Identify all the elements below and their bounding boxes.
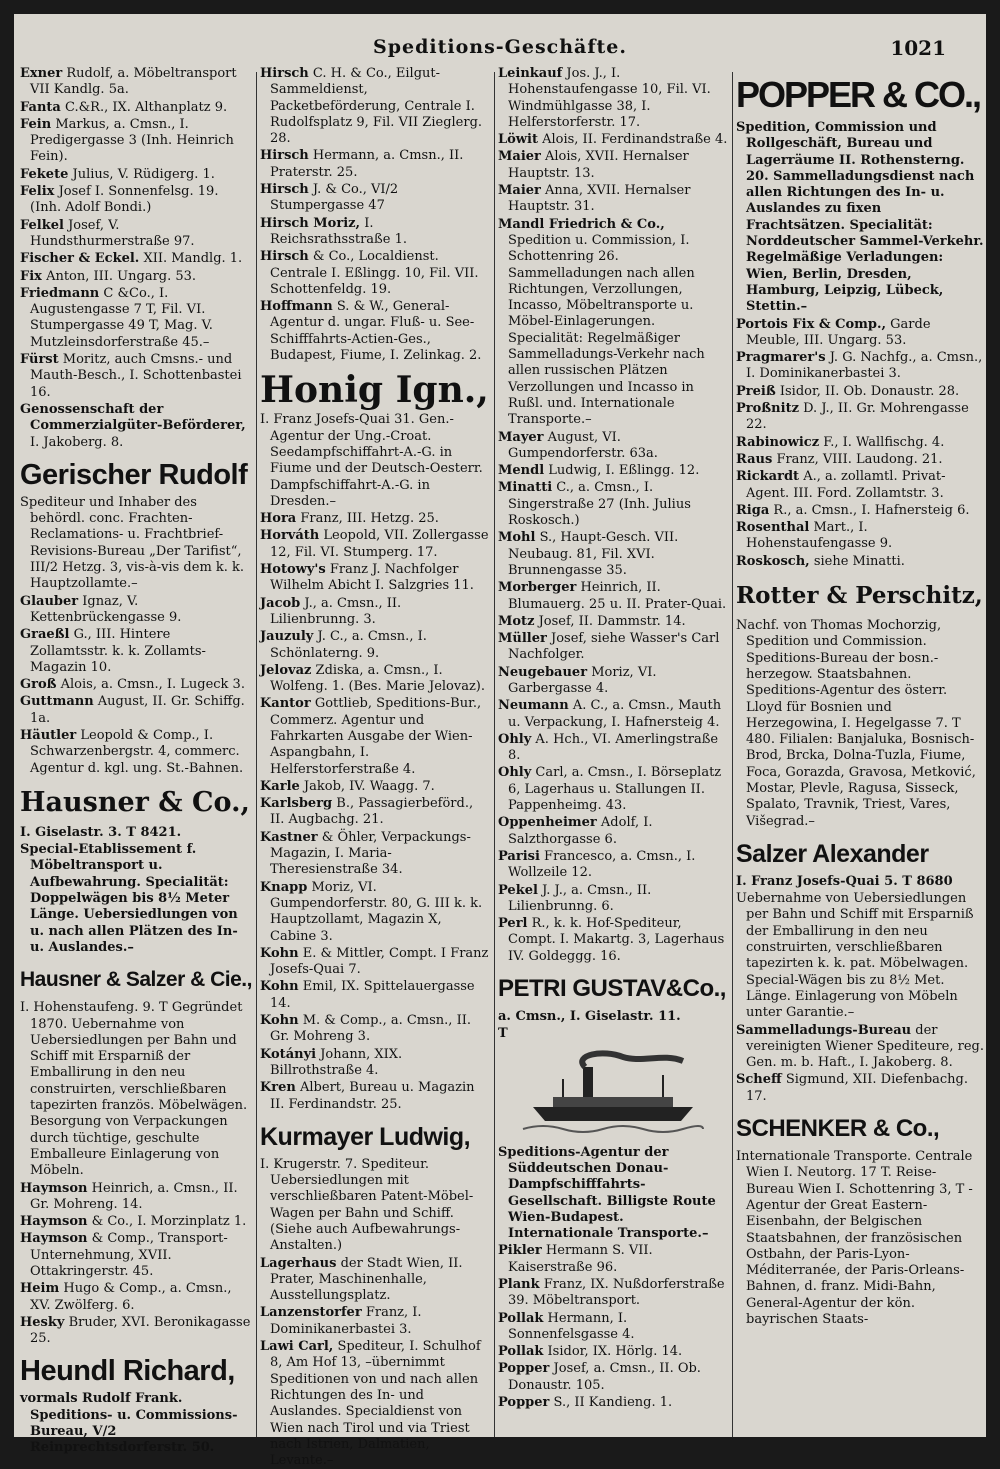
column-3 xyxy=(498,66,728,1433)
directory-entry xyxy=(260,1305,490,1338)
directory-entry xyxy=(20,184,252,217)
directory-entry xyxy=(736,350,984,383)
entry-details: Moriz, VI. Gumpendorferstr. 80, G. III k. k. Hauptzollamt, Magazin X, Cabine 3. xyxy=(270,879,483,944)
entry-details: Garde Meuble, III. Ungarg. 53. xyxy=(746,316,931,348)
entry-name: Rosenthal xyxy=(736,520,810,536)
entry-details: Hermann S. VII. Kaiserstraße 96. xyxy=(508,1243,653,1275)
directory-entry xyxy=(260,830,490,879)
entry-name: Fanta xyxy=(20,99,61,115)
entry-name: Proßnitz xyxy=(736,401,799,417)
ad-text: Uebernahme von Uebersiedlungen per Bahn und Schiff mit Ersparniß der Emballirung in den neu construirten, verschließbaren tapezirten k. k. pat. Möbelwagen. Special-Wägen bis zu 8½ Met. Länge. Einlagerung von Möbeln unter Garantie.– xyxy=(736,891,974,1021)
directory-entry xyxy=(260,779,490,795)
entry-details: C &Co., I. Augustengasse 7 T, Fil. VI. Stumpergasse 49 T, Mag. V. Mutzleinsdorferstraße 45.– xyxy=(30,285,213,350)
directory-entry xyxy=(260,663,490,696)
entry-name: Felix xyxy=(20,184,55,200)
entry-details: Hermann, I. Sonnenfelsgasse 4. xyxy=(508,1310,635,1342)
entry-details: Franz, I. Dominikanerbastei 3. xyxy=(270,1305,422,1337)
entry-details: Johann, XIX. Billrothstraße 4. xyxy=(270,1046,403,1078)
entry-details: Adolf, I. Salzthorgasse 6. xyxy=(508,815,653,847)
ad-heading: Honig Ign., xyxy=(260,369,489,412)
entry-name: Mandl Friedrich & Co., xyxy=(498,216,665,232)
entry-name: Sammelladungs-Bureau xyxy=(736,1022,912,1038)
entry-details: J. J., a. Cmsn., II. Lilienbrunng. 6. xyxy=(508,882,652,914)
entry-details: S., Haupt-Gesch. VII. Neubaug. 81, Fil. XVI. Brunnengasse 35. xyxy=(508,530,679,578)
entry-name: Jauzuly xyxy=(260,629,314,645)
entry-details: & Öhler, Verpackungs-Magazin, I. Maria-Theresienstraße 34. xyxy=(270,829,471,878)
directory-entry xyxy=(260,182,490,215)
directory-entry xyxy=(20,1231,252,1280)
entry-details: Franz, III. Hetzg. 25. xyxy=(300,511,439,527)
entry-name: Raus xyxy=(736,451,773,467)
directory-entry xyxy=(20,352,252,401)
directory-entry xyxy=(260,796,490,829)
entry-name: Exner xyxy=(20,66,63,81)
entry-details: C.&R., IX. Althanplatz 9. xyxy=(64,99,228,115)
directory-entry xyxy=(260,249,490,298)
directory-entry xyxy=(498,631,728,664)
entry-list xyxy=(736,317,984,570)
ad-heading: PETRI GUSTAV&Co., xyxy=(498,975,726,1003)
entry-details: Spediteur, I. Schulhof 8, Am Hof 13, –übernimmt Speditionen von und nach allen Richtungen des In- und Auslandes. Specialdienst von Wien nach Tirol und via Triest nach Istrien, Dalmatien, Levante.– xyxy=(270,1339,481,1469)
entry-name: Oppenheimer xyxy=(498,815,597,831)
entry-name: Karle xyxy=(260,778,300,794)
directory-entry xyxy=(20,402,252,451)
ad-heading: Salzer Alexander xyxy=(736,839,929,868)
entry-details: Heinrich, II. Blumauerg. 25 u. II. Prater-Quai. xyxy=(508,580,727,612)
column-4 xyxy=(736,66,984,1433)
entry-name: Neugebauer xyxy=(498,664,588,680)
directory-entry xyxy=(498,1361,728,1394)
directory-entry xyxy=(736,401,984,434)
directory-entry xyxy=(20,218,252,251)
entry-details: Albert, Bureau u. Magazin II. Ferdinandstr. 25. xyxy=(270,1080,475,1112)
entry-details: Carl, a. Cmsn., I. Börseplatz 6, Lagerhaus u. Stallungen II. Pappenheimg. 43. xyxy=(508,765,722,814)
directory-entry xyxy=(20,251,252,267)
ad-heading: Rotter & Perschitz, xyxy=(736,582,983,610)
entry-name: Fix xyxy=(20,268,42,284)
entry-name: Ohly xyxy=(498,765,532,781)
entry-details: Markus, a. Cmsn., I. Predigergasse 3 (Inh. Heinrich Fein). xyxy=(30,116,234,165)
entry-details: D. J., II. Gr. Mohrengasse 22. xyxy=(746,401,969,433)
directory-entry xyxy=(498,463,728,479)
entry-details: Isidor, II. Ob. Donaustr. 28. xyxy=(779,383,960,399)
directory-entry xyxy=(498,430,728,463)
directory-entry xyxy=(498,732,728,765)
entry-name: Friedmann xyxy=(20,285,100,301)
entry-name: Maier xyxy=(498,183,541,199)
ad-text: vormals Rudolf Frank. Speditions- u. Commissions-Bureau, V/2 Reinprechtsdorferstr. 50. xyxy=(20,1391,238,1456)
entry-details: Moriz, VI. Garbergasse 4. xyxy=(508,664,657,696)
ad-heading: Hausner & Co., xyxy=(20,786,250,818)
entry-name: Roskosch, xyxy=(736,553,810,569)
directory-entry xyxy=(260,1013,490,1046)
entry-details: M. & Comp., a. Cmsn., II. Gr. Mohreng 3. xyxy=(270,1013,471,1045)
directory-entry xyxy=(260,216,490,249)
entry-name: Guttmann xyxy=(20,694,94,710)
entry-list xyxy=(498,66,728,965)
entry-details: Zdiska, a. Cmsn., I. Wolfeng. 1. (Bes. Marie Jelovaz). xyxy=(270,662,486,695)
entry-details: Jos. J., I. Hohenstaufengasse 10, Fil. VI. Windmühlgasse 38, I. Helferstorferstr. 17. xyxy=(508,66,711,130)
entry-name: Genossenschaft der Commerzialgüter-Beförderer, xyxy=(20,401,246,434)
entry-details: Anton, III. Ungarg. 53. xyxy=(46,268,197,284)
directory-entry xyxy=(498,698,728,731)
directory-entry xyxy=(20,1181,252,1214)
directory-entry xyxy=(736,1072,984,1105)
directory-entry xyxy=(736,1023,984,1072)
entry-details: Josef, siehe Wasser's Carl Nachfolger. xyxy=(508,631,720,663)
directory-entry xyxy=(498,849,728,882)
entry-details: Josef, a. Cmsn., II. Ob. Donaustr. 105. xyxy=(508,1361,701,1393)
entry-name: Fekete xyxy=(20,166,69,182)
entry-details: Mart., I. Hohenstaufengasse 9. xyxy=(746,520,893,552)
directory-entry xyxy=(498,580,728,613)
entry-name: Jelovaz xyxy=(260,662,312,678)
directory-entry xyxy=(260,1047,490,1080)
entry-name: Plank xyxy=(498,1277,540,1292)
ad-text: Nachf. von Thomas Mochorzig, Spedition und Commission. Speditions-Bureau der bosn.-herzegow. Staatsbahnen. Speditions-Agentur des österr. Lloyd für Bosnien und Herzegowina, I. Hegelgasse 7. T 480. Filialen: Banjaluka, Bosnisch-Brod, Brcka, Dolna-Tuzla, Fiume, Foca, Gorazda, Gravosa, Metković, Mostar, Plevle, Ragusa, Sisseck, Spalato, Travnik, Triest, Vares, Višegrad.– xyxy=(736,618,976,829)
ad-heading: Heundl Richard, xyxy=(20,1355,235,1388)
directory-entry xyxy=(736,520,984,553)
entry-details: Moritz, auch Cmsns.- und Mauth-Besch., I. Schottenbastei 16. xyxy=(30,352,242,400)
directory-page xyxy=(14,14,986,1469)
entry-list xyxy=(20,66,252,451)
entry-list xyxy=(260,66,490,364)
entry-details: I. Jakoberg. 8. xyxy=(30,434,124,450)
directory-entry xyxy=(498,614,728,630)
entry-name: Hoffmann xyxy=(260,299,333,315)
entry-name: Jacob xyxy=(260,595,301,611)
directory-entry xyxy=(260,880,490,945)
ad-heading: Kurmayer Ludwig, xyxy=(260,1122,471,1151)
directory-entry xyxy=(260,511,490,527)
entry-details: Leopold & Comp., I. Schwarzenbergstr. 4, commerc. Agentur d. kgl. ung. St.-Bahnen. xyxy=(30,727,244,776)
entry-name: Pikler xyxy=(498,1243,542,1259)
directory-entry xyxy=(260,562,490,595)
directory-entry xyxy=(20,694,252,727)
entry-details: der vereinigten Wiener Spediteure, reg. Gen. m. b. Haft., I. Jakoberg. 8. xyxy=(746,1022,984,1071)
ad-heading: Gerischer Rudolf xyxy=(20,458,248,491)
entry-list xyxy=(20,1181,252,1348)
entry-details: C., a. Cmsn., I. Singerstraße 27 (Inh. Julius Roskosch.) xyxy=(508,480,691,529)
entry-name: Haymson xyxy=(20,1214,88,1230)
entry-name: Pollak xyxy=(498,1310,544,1326)
entry-name: Scheff xyxy=(736,1072,782,1088)
entry-details: S. & W., General-Agentur d. ungar. Fluß- u. See-Schifffahrts-Actien-Ges., Budapest, Fiume, I. Zelinkag. 2. xyxy=(270,299,482,364)
entry-details: A. C., a. Cmsn., Mauth u. Verpackung, I. Hafnersteig 4. xyxy=(508,698,722,730)
entry-details: Heinrich, a. Cmsn., II. Gr. Mohreng. 14. xyxy=(30,1180,238,1212)
entry-name: Mayer xyxy=(498,429,544,445)
directory-entry xyxy=(260,629,490,662)
directory-entry xyxy=(498,66,728,131)
directory-entry xyxy=(498,1311,728,1344)
entry-details: J. G. Nachfg., a. Cmsn., I. Dominikanerbastei 3. xyxy=(746,350,983,382)
directory-entry xyxy=(498,217,728,429)
directory-entry xyxy=(260,1080,490,1113)
page-number: 1021 xyxy=(890,36,946,60)
directory-entry xyxy=(498,815,728,848)
entry-details: E. & Mittler, Compt. I Franz Josefs-Quai 7. xyxy=(270,945,489,978)
entry-details: Leopold, VII. Zollergasse 12, Fil. VI. Stumperg. 17. xyxy=(270,528,489,560)
directory-entry xyxy=(736,435,984,451)
entry-details: Ludwig, I. Eßlingg. 12. xyxy=(548,463,700,479)
entry-name: Mohl xyxy=(498,530,536,546)
ad-telephone: T xyxy=(498,1026,508,1042)
entry-name: Glauber xyxy=(20,593,79,609)
entry-name: Lanzenstorfer xyxy=(260,1305,362,1321)
entry-list xyxy=(736,1023,984,1105)
entry-name: Hirsch xyxy=(260,66,309,81)
entry-name: Kotányi xyxy=(260,1046,317,1062)
entry-details: I. Reichsrathsstraße 1. xyxy=(270,215,407,247)
entry-name: Pekel xyxy=(498,882,538,898)
directory-entry xyxy=(20,269,252,285)
entry-details: A. Hch., VI. Amerlingstraße 8. xyxy=(508,731,719,764)
entry-details: J. C., a. Cmsn., I. Schönlaterng. 9. xyxy=(270,629,427,661)
entry-name: Preiß xyxy=(736,383,776,399)
entry-name: Haymson xyxy=(20,1231,88,1247)
entry-details: Anna, XVII. Hernalser Hauptstr. 31. xyxy=(508,183,691,215)
entry-name: Müller xyxy=(498,631,547,647)
ad-heading: POPPER & CO., xyxy=(736,74,981,115)
entry-name: Groß xyxy=(20,677,57,693)
entry-name: Morberger xyxy=(498,580,577,596)
entry-name: Ohly xyxy=(498,731,532,747)
entry-name: Rickardt xyxy=(736,469,800,485)
directory-entry xyxy=(20,1315,252,1348)
directory-entry xyxy=(498,1243,728,1276)
entry-details: Sigmund, XII. Diefenbachg. 17. xyxy=(746,1072,969,1104)
directory-entry xyxy=(20,627,252,676)
directory-entry xyxy=(736,503,984,519)
ad-text: Speditions-Agentur der Süddeutschen Donau-Dampfschifffahrts-Gesellschaft. Billigste Route Wien-Budapest. Internationale Transporte.– xyxy=(498,1144,716,1242)
entry-name: Pragmarer's xyxy=(736,350,826,366)
directory-entry xyxy=(20,1214,252,1230)
directory-entry xyxy=(498,1395,728,1411)
ad-text: I. Krugerstr. 7. Spediteur. Uebersiedlungen mit verschließbaren Patent-Möbel-Wagen per Bahn und Schiff. (Siehe auch Aufbewahrungs-Anstalten.) xyxy=(260,1156,474,1254)
entry-name: Hirsch xyxy=(260,249,309,265)
entry-name: Kastner xyxy=(260,829,318,845)
entry-details: Francesco, a. Cmsn., I. Wollzeile 12. xyxy=(508,848,696,881)
ad-address: a. Cmsn., I. Giselastr. 11. xyxy=(498,1009,681,1025)
entry-name: Felkel xyxy=(20,217,64,233)
entry-details: XII. Mandlg. 1. xyxy=(143,251,243,267)
entry-name: Kren xyxy=(260,1080,296,1096)
directory-entry xyxy=(736,452,984,468)
entry-details: & Comp., Transport-Unternehmung, XVII. Ottakringerstr. 45. xyxy=(30,1231,228,1279)
entry-details: A., a. zollamtl. Privat-Agent. III. Ford. Zollamtstr. 3. xyxy=(746,469,946,501)
entry-details: Hugo & Comp., a. Cmsn., XV. Zwölferg. 6. xyxy=(30,1281,232,1313)
directory-entry xyxy=(260,946,490,979)
entry-name: Kohn xyxy=(260,979,299,995)
entry-name: Haymson xyxy=(20,1180,88,1196)
directory-entry xyxy=(20,117,252,166)
directory-entry xyxy=(498,530,728,579)
entry-name: Hirsch xyxy=(260,182,309,198)
directory-entry xyxy=(20,728,252,777)
ad-heading: Hausner & Salzer & Cie., xyxy=(20,968,252,992)
entry-details: Emil, IX. Spittelauergasse 14. xyxy=(270,979,475,1011)
entry-details: Gottlieb, Speditions-Bur., Commerz. Agentur und Fahrkarten Ausgabe der Wien-Aspangbahn, I. Helferstorferstraße 4. xyxy=(270,696,482,777)
entry-name: Kohn xyxy=(260,1013,299,1029)
directory-entry xyxy=(20,677,252,693)
entry-name: Hesky xyxy=(20,1314,65,1330)
entry-name: Fürst xyxy=(20,352,59,368)
entry-details: & Co., Localdienst. Centrale I. Eßlingg. 10, Fil. VII. Schottenfeldg. 19. xyxy=(270,249,479,297)
directory-entry xyxy=(260,148,490,181)
entry-details: Josef I. Sonnenfelsg. 19. (Inh. Adolf Bondi.) xyxy=(30,184,219,216)
ad-text: I. Franz Josefs-Quai 31. Gen.-Agentur der Ung.-Croat. Seedampfschiffahrt-A.-G. in Fiume und der Deutsch-Oesterr. Dampfschiffahrt-A.-G. in Dresden.– xyxy=(260,412,483,509)
entry-details: Jakob, IV. Waagg. 7. xyxy=(303,778,435,794)
directory-entry xyxy=(260,1339,490,1469)
directory-entry xyxy=(20,1281,252,1314)
entry-details: R., a. Cmsn., I. Hafnersteig 6. xyxy=(773,502,970,518)
entry-name: Lagerhaus xyxy=(260,1255,337,1271)
directory-entry xyxy=(498,883,728,916)
entry-name: Portois Fix & Comp., xyxy=(736,316,887,332)
section-title: Speditions-Geschäfte. xyxy=(372,36,628,58)
directory-entry xyxy=(498,665,728,698)
entry-name: Lawi Carl, xyxy=(260,1339,334,1355)
column-2 xyxy=(260,66,490,1469)
ad-heading: SCHENKER & Co., xyxy=(736,1115,940,1143)
entry-name: Perl xyxy=(498,916,528,932)
entry-details: R., k. k. Hof-Spediteur, Compt. I. Makartg. 3, Lagerhaus IV. Goldeggg. 16. xyxy=(508,916,725,964)
entry-details: Franz J. Nachfolger Wilhelm Abicht I. Salzgries 11. xyxy=(270,562,474,594)
directory-entry xyxy=(260,979,490,1012)
entry-name: Pollak xyxy=(498,1344,544,1360)
entry-details: August, II. Gr. Schiffg. 1a. xyxy=(30,694,245,726)
entry-name: Leinkauf xyxy=(498,66,563,81)
entry-details: Ignaz, V. Kettenbrückengasse 9. xyxy=(30,593,182,625)
entry-details: J. & Co., VI/2 Stumpergasse 47 xyxy=(270,182,399,214)
entry-name: Riga xyxy=(736,502,770,518)
directory-entry xyxy=(20,286,252,351)
entry-details: S., II Kandieng. 1. xyxy=(553,1395,673,1411)
entry-details: Hermann, a. Cmsn., II. Praterstr. 25. xyxy=(270,148,464,180)
steamship-illustration xyxy=(523,1049,703,1139)
directory-entry xyxy=(260,528,490,561)
directory-entry xyxy=(498,765,728,814)
entry-name: Kantor xyxy=(260,696,311,712)
entry-name: Graeßl xyxy=(20,627,70,643)
directory-entry xyxy=(736,469,984,502)
entry-details: August, VI. Gumpendorferstr. 63a. xyxy=(508,429,658,461)
directory-entry xyxy=(498,1277,728,1310)
directory-entry xyxy=(498,183,728,216)
entry-name: Hirsch Moriz, xyxy=(260,215,361,231)
directory-entry xyxy=(498,1344,728,1360)
directory-entry xyxy=(498,149,728,182)
entry-details: Josef, V. Hundsthurmerstraße 97. xyxy=(30,217,195,249)
ad-address: I. Giselastr. 3. T 8421. xyxy=(20,824,182,840)
directory-entry xyxy=(260,299,490,364)
entry-name: Häutler xyxy=(20,727,77,743)
entry-name: Hora xyxy=(260,511,297,527)
entry-details: Franz, VIII. Laudong. 21. xyxy=(776,451,943,467)
directory-entry xyxy=(20,66,252,99)
directory-entry xyxy=(20,100,252,116)
entry-details: der Stadt Wien, II. Prater, Maschinenhalle, Ausstellungsplatz. xyxy=(270,1255,463,1304)
entry-list xyxy=(498,1243,728,1411)
entry-details: B., Passagierbeförd., II. Augbachg. 21. xyxy=(270,796,474,828)
entry-list xyxy=(260,1256,490,1469)
column-1 xyxy=(20,66,252,1456)
directory-entry xyxy=(260,696,490,777)
entry-name: Motz xyxy=(498,613,535,629)
entry-details: Alois, XVII. Hernalser Hauptstr. 13. xyxy=(508,149,689,181)
directory-entry xyxy=(498,132,728,148)
entry-name: Fischer & Eckel. xyxy=(20,251,140,267)
entry-details: Alois, a. Cmsn., I. Lugeck 3. xyxy=(60,677,245,693)
directory-entry xyxy=(20,594,252,627)
ad-text: Special-Etablissement f. Möbeltransport u. Aufbewahrung. Specialität: Doppelwägen bis 8½ Meter Länge. Uebersiedlungen von u. nach allen Plätzen des In- u. Auslandes.– xyxy=(20,842,238,955)
entry-name: Karlsberg xyxy=(260,796,333,812)
entry-details: & Co., I. Morzinplatz 1. xyxy=(91,1214,247,1230)
entry-name: Minatti xyxy=(498,480,553,496)
directory-entry xyxy=(736,317,984,350)
directory-entry xyxy=(736,554,984,570)
directory-entry xyxy=(498,916,728,965)
ad-text: I. Hohenstaufeng. 9. T Gegründet 1870. Uebernahme von Uebersiedlungen per Bahn und Schiff mit Ersparniß der Emballirung in den neu construirten, verschließbaren tapezirten französ. Möbelwägen. Besorgung von Verpackungen durch tüchtige, geschulte Emballeure Einlagerung von Möbeln. xyxy=(20,1000,248,1179)
entry-details: C. H. & Co., Eilgut-Sammeldienst, Packetbeförderung, Centrale I. Rudolfsplatz 9, Fil. VII Zieglerg. 28. xyxy=(270,66,483,147)
entry-name: Heim xyxy=(20,1281,60,1297)
ad-text: Spediteur und Inhaber des behördl. conc. Frachten-Reclamations- u. Frachtbrief-Revisions-Bureau „Der Tarifist“, III/2 Hetzg. 3, vis-à-vis dem k. k. Hauptzollamte.– xyxy=(20,494,245,592)
page-header xyxy=(14,36,986,66)
entry-details: G., III. Hintere Zollamtsstr. k. k. Zollamts-Magazin 10. xyxy=(30,627,206,675)
directory-entry xyxy=(260,1256,490,1305)
entry-details: Josef, II. Dammstr. 14. xyxy=(538,613,686,629)
entry-details: F., I. Wallfischg. 4. xyxy=(823,434,945,450)
ad-text: Spedition, Commission und Rollgeschäft, Bureau und Lagerräume II. Rothensterng. 20. Sammelladungsdienst nach allen Richtungen des In- u. Auslandes zu fixen Frachtsätzen. Specialität: Norddeutscher Sammel-Verkehr. Regelmäßige Verladungen: Wien, Berlin, Dresden, Hamburg, Leipzig, Lübeck, Stettin.– xyxy=(736,120,984,315)
entry-list xyxy=(260,511,490,1113)
entry-name: Löwit xyxy=(498,132,538,148)
entry-name: Knapp xyxy=(260,879,308,895)
ad-address: I. Franz Josefs-Quai 5. T 8680 xyxy=(736,873,953,889)
entry-name: Popper xyxy=(498,1361,550,1377)
entry-name: Hotowy's xyxy=(260,562,326,578)
entry-name: Horváth xyxy=(260,528,320,544)
directory-entry xyxy=(260,596,490,629)
entry-details: Rudolf, a. Möbeltransport VII Kandlg. 5a. xyxy=(30,66,237,98)
columns xyxy=(20,66,984,1469)
entry-name: Parisi xyxy=(498,848,540,864)
directory-entry xyxy=(20,167,252,183)
directory-entry xyxy=(498,480,728,529)
entry-name: Mendl xyxy=(498,463,545,479)
entry-name: Maier xyxy=(498,149,541,165)
entry-details: Bruder, XVI. Beronikagasse 25. xyxy=(30,1314,251,1347)
entry-name: Rabinowicz xyxy=(736,434,820,450)
entry-name: Fein xyxy=(20,116,52,132)
ad-text: Internationale Transporte. Centrale Wien I. Neutorg. 17 T. Reise-Bureau Wien I. Schottenring 3, T -Agentur der Great Eastern-Eisenbahn, der Belgischen Staatsbahnen, der französischen Ostbahn, der Paris-Lyon-Méditerranée, der Paris-Orleans-Bahnen, d. franz. Midi-Bahn, General-Agentur der kön. bayrischen Staats- xyxy=(736,1149,973,1327)
entry-name: Neumann xyxy=(498,698,569,714)
entry-name: Hirsch xyxy=(260,148,309,164)
entry-name: Popper xyxy=(498,1395,550,1411)
entry-details: Franz, IX. Nußdorferstraße 39. Möbeltransport. xyxy=(508,1277,725,1309)
entry-list xyxy=(20,594,252,777)
entry-details: Spedition u. Commission, I. Schottenring 26. Sammelladungen nach allen Richtungen, Verzollungen, Incasso, Möbeltransporte u. Möbel-Einlagerungen. Specialität: Regelmäßiger Sammelladungs-Verkehr nach allen russischen Plätzen Verzollungen und Incasso in Rußl. und. Internationale Transporte.– xyxy=(508,232,705,428)
entry-details: J., a. Cmsn., II. Lilienbrunng. 3. xyxy=(270,595,402,627)
entry-name: Kohn xyxy=(260,945,299,961)
entry-details: Alois, II. Ferdinandstraße 4. xyxy=(542,132,728,148)
entry-details: Isidor, IX. Hörlg. 14. xyxy=(547,1344,683,1360)
directory-entry xyxy=(736,384,984,400)
entry-details: Julius, V. Rüdigerg. 1. xyxy=(72,166,215,182)
directory-entry xyxy=(260,66,490,147)
entry-details: siehe Minatti. xyxy=(813,553,905,569)
